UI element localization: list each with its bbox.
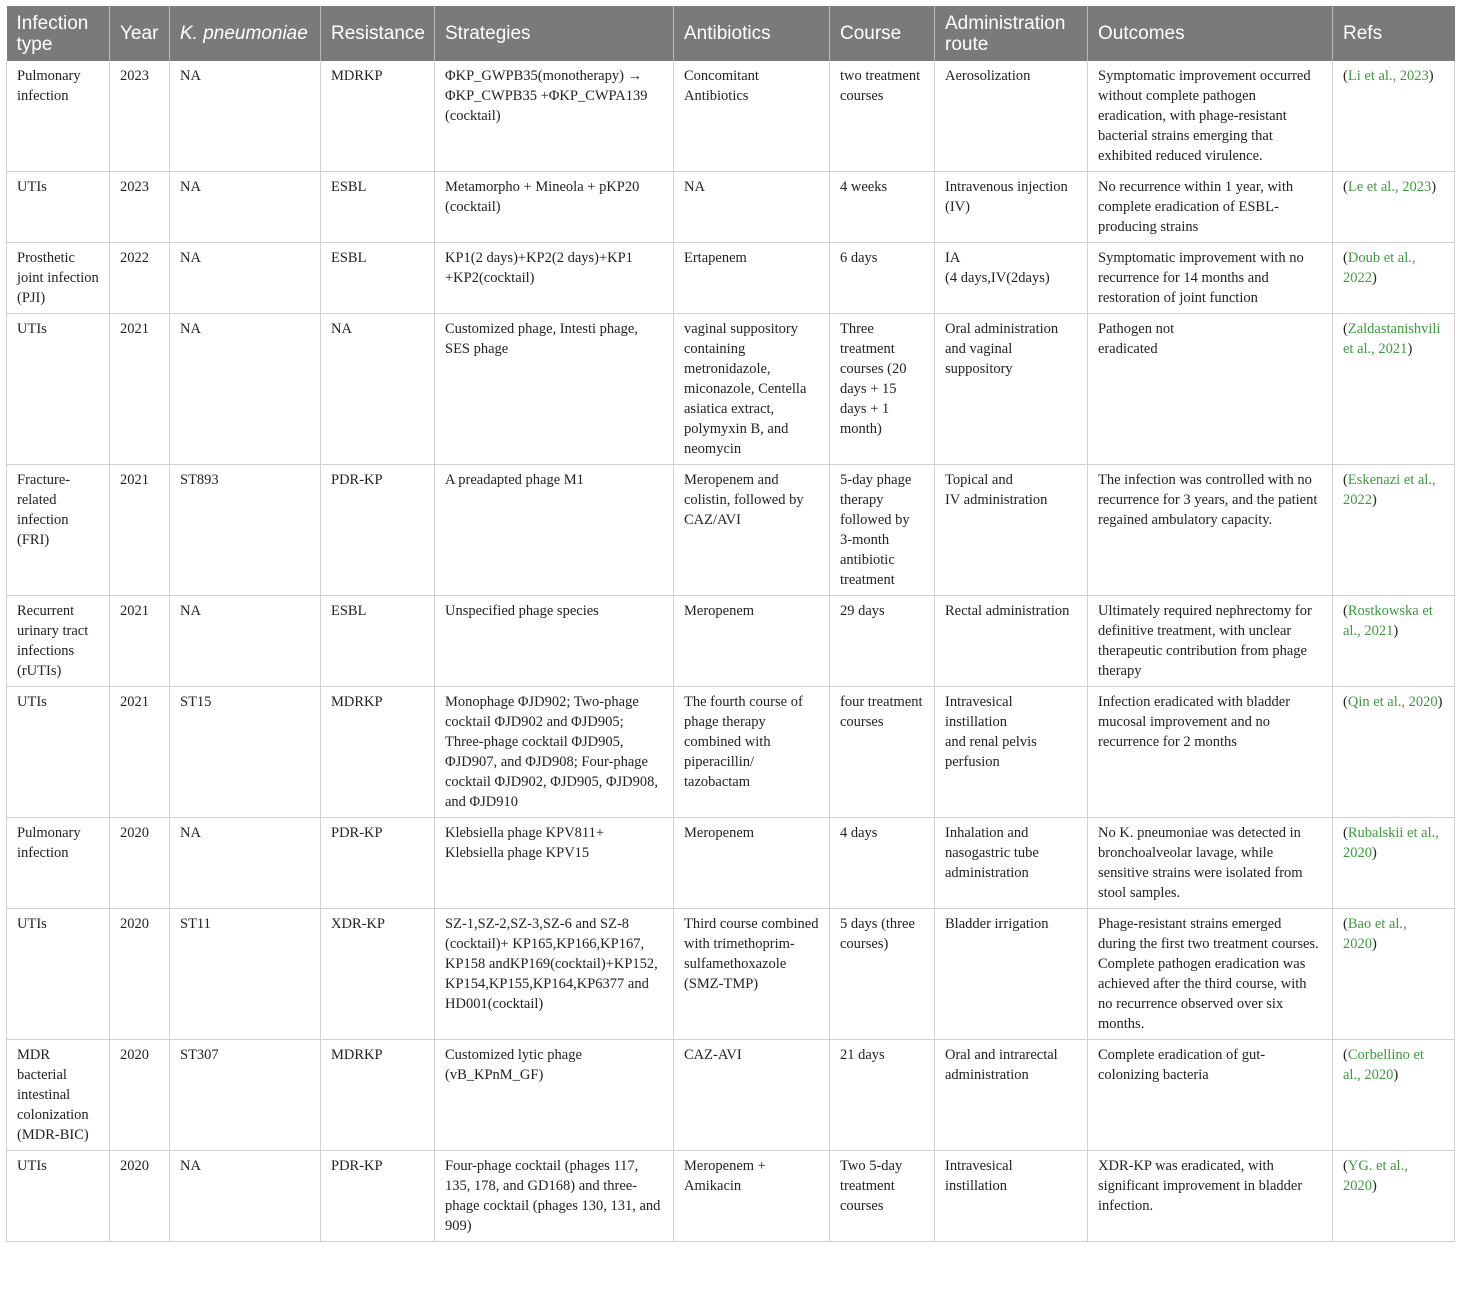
cell-outcomes: Ultimately required nephrectomy for definitive treatment, with unclear therapeutic contribution from phage therapy — [1088, 596, 1333, 687]
cell-course: 29 days — [830, 596, 935, 687]
cell-k-pneumoniae: NA — [170, 243, 321, 314]
cell-infection-type: Pulmonary infection — [7, 818, 110, 909]
cell-ref: (Doub et al., 2022) — [1333, 243, 1455, 314]
cell-year: 2023 — [110, 61, 170, 172]
cell-strategies: Customized phage, Intesti phage, SES phage — [435, 314, 674, 465]
cell-antibiotics: Meropenem — [674, 818, 830, 909]
cell-infection-type: UTIs — [7, 314, 110, 465]
header-antibiotics: Antibiotics — [674, 6, 830, 61]
cell-year: 2020 — [110, 909, 170, 1040]
reference-link[interactable]: YG. et al., 2020 — [1343, 1158, 1408, 1194]
cell-ref: (Rostkowska et al., 2021) — [1333, 596, 1455, 687]
cell-resistance: ESBL — [321, 243, 435, 314]
cell-course: 5 days (three courses) — [830, 909, 935, 1040]
cell-year: 2023 — [110, 172, 170, 243]
cell-course: 4 days — [830, 818, 935, 909]
cell-ref: (Eskenazi et al., 2022) — [1333, 465, 1455, 596]
cell-administration-route: IA (4 days,IV(2days) — [935, 243, 1088, 314]
cell-year: 2020 — [110, 1040, 170, 1151]
phage-therapy-table — [6, 6, 1455, 1242]
cell-antibiotics: Meropenem — [674, 596, 830, 687]
cell-resistance: ESBL — [321, 172, 435, 243]
table-row — [7, 1151, 1455, 1242]
table-row — [7, 465, 1455, 596]
cell-antibiotics: CAZ-AVI — [674, 1040, 830, 1151]
cell-strategies: Metamorpho + Mineola + pKP20 (cocktail) — [435, 172, 674, 243]
cell-strategies: Four-phage cocktail (phages 117, 135, 178, and GD168) and three-phage cocktail (phages 130, 131, and 909) — [435, 1151, 674, 1242]
cell-administration-route: Aerosolization — [935, 61, 1088, 172]
cell-year: 2021 — [110, 465, 170, 596]
table-row — [7, 314, 1455, 465]
cell-resistance: PDR-KP — [321, 818, 435, 909]
cell-k-pneumoniae: NA — [170, 61, 321, 172]
reference-link[interactable]: Le et al., 2023 — [1347, 179, 1432, 195]
cell-infection-type: UTIs — [7, 1151, 110, 1242]
table-row — [7, 172, 1455, 243]
cell-resistance: PDR-KP — [321, 1151, 435, 1242]
reference-link[interactable]: Eskenazi et al., 2022 — [1343, 472, 1436, 508]
phage-therapy-table-container — [6, 6, 1454, 1242]
cell-course: Three treatment courses (20 days + 15 days + 1 month) — [830, 314, 935, 465]
cell-ref: (Bao et al., 2020) — [1333, 909, 1455, 1040]
reference-link[interactable]: Li et al., 2023 — [1347, 68, 1429, 84]
table-header — [7, 6, 1455, 61]
cell-course: two treatment courses — [830, 61, 935, 172]
table-row — [7, 818, 1455, 909]
cell-antibiotics: Meropenem + Amikacin — [674, 1151, 830, 1242]
header-row — [7, 6, 1455, 61]
cell-strategies: Unspecified phage species — [435, 596, 674, 687]
cell-strategies: A preadapted phage M1 — [435, 465, 674, 596]
cell-antibiotics: Concomitant Antibiotics — [674, 61, 830, 172]
cell-outcomes: Complete eradication of gut-colonizing bacteria — [1088, 1040, 1333, 1151]
cell-k-pneumoniae: NA — [170, 596, 321, 687]
cell-infection-type: UTIs — [7, 687, 110, 818]
table-row — [7, 243, 1455, 314]
cell-outcomes: Symptomatic improvement with no recurrence for 14 months and restoration of joint function — [1088, 243, 1333, 314]
header-resistance: Resistance — [321, 6, 435, 61]
cell-year: 2020 — [110, 1151, 170, 1242]
cell-antibiotics: vaginal suppository containing metronidazole, miconazole, Centella asiatica extract, polymyxin B, and neomycin — [674, 314, 830, 465]
cell-administration-route: Bladder irrigation — [935, 909, 1088, 1040]
cell-administration-route: Intravesical instillation and renal pelvis perfusion — [935, 687, 1088, 818]
cell-infection-type: Prosthetic joint infection (PJI) — [7, 243, 110, 314]
cell-antibiotics: Ertapenem — [674, 243, 830, 314]
cell-strategies: KP1(2 days)+KP2(2 days)+KP1 +KP2(cocktail) — [435, 243, 674, 314]
cell-year: 2021 — [110, 687, 170, 818]
cell-k-pneumoniae: NA — [170, 314, 321, 465]
cell-administration-route: Intravesical instillation — [935, 1151, 1088, 1242]
cell-outcomes: XDR-KP was eradicated, with significant improvement in bladder infection. — [1088, 1151, 1333, 1242]
cell-administration-route: Rectal administration — [935, 596, 1088, 687]
cell-strategies: Monophage ΦJD902; Two-phage cocktail ΦJD902 and ΦJD905; Three-phage cocktail ΦJD905, ΦJD907, and ΦJD908; Four-phage cocktail ΦJD902, ΦJD905, ΦJD908, and ΦJD910 — [435, 687, 674, 818]
cell-antibiotics: Third course combined with trimethoprim-sulfamethoxazole (SMZ-TMP) — [674, 909, 830, 1040]
cell-outcomes: No recurrence within 1 year, with complete eradication of ESBL-producing strains — [1088, 172, 1333, 243]
header-strategies: Strategies — [435, 6, 674, 61]
header-infection-type: Infection type — [7, 6, 110, 61]
cell-outcomes: Infection eradicated with bladder mucosal improvement and no recurrence for 2 months — [1088, 687, 1333, 818]
cell-year: 2020 — [110, 818, 170, 909]
cell-outcomes: Symptomatic improvement occurred without complete pathogen eradication, with phage-resistant bacterial strains emerging that exhibited reduced virulence. — [1088, 61, 1333, 172]
cell-administration-route: Oral administration and vaginal suppository — [935, 314, 1088, 465]
header-k-pneumoniae: K. pneumoniae — [170, 6, 321, 61]
reference-link[interactable]: Corbellino et al., 2020 — [1343, 1047, 1424, 1083]
cell-course: four treatment courses — [830, 687, 935, 818]
table-body — [7, 61, 1455, 1242]
cell-course: 21 days — [830, 1040, 935, 1151]
table-row — [7, 61, 1455, 172]
table-row — [7, 1040, 1455, 1151]
reference-link[interactable]: Doub et al., 2022 — [1343, 250, 1416, 286]
cell-antibiotics: Meropenem and colistin, followed by CAZ/AVI — [674, 465, 830, 596]
header-outcomes: Outcomes — [1088, 6, 1333, 61]
cell-strategies: Klebsiella phage KPV811+ Klebsiella phage KPV15 — [435, 818, 674, 909]
cell-strategies: ΦKP_GWPB35(monotherapy) → ΦKP_CWPB35 +ΦKP_CWPA139 (cocktail) — [435, 61, 674, 172]
cell-ref: (Zaldastanishvili et al., 2021) — [1333, 314, 1455, 465]
cell-administration-route: Intravenous injection (IV) — [935, 172, 1088, 243]
cell-k-pneumoniae: ST11 — [170, 909, 321, 1040]
cell-outcomes: Pathogen not eradicated — [1088, 314, 1333, 465]
cell-administration-route: Topical and IV administration — [935, 465, 1088, 596]
cell-antibiotics: NA — [674, 172, 830, 243]
cell-infection-type: UTIs — [7, 172, 110, 243]
cell-outcomes: The infection was controlled with no recurrence for 3 years, and the patient regained ambulatory capacity. — [1088, 465, 1333, 596]
reference-link[interactable]: Qin et al., 2020 — [1347, 694, 1438, 710]
header-refs: Refs — [1333, 6, 1455, 61]
cell-ref: (Le et al., 2023) — [1333, 172, 1455, 243]
cell-outcomes: Phage-resistant strains emerged during the first two treatment courses. Complete pathogen eradication was achieved after the third course, with no recurrence observed over six months. — [1088, 909, 1333, 1040]
cell-course: 5-day phage therapy followed by 3-month antibiotic treatment — [830, 465, 935, 596]
cell-resistance: MDRKP — [321, 61, 435, 172]
cell-course: Two 5-day treatment courses — [830, 1151, 935, 1242]
reference-link[interactable]: Bao et al., 2020 — [1343, 916, 1407, 952]
cell-infection-type: Fracture-related infection (FRI) — [7, 465, 110, 596]
cell-ref: (Qin et al., 2020) — [1333, 687, 1455, 818]
cell-strategies: Customized lytic phage (vB_KPnM_GF) — [435, 1040, 674, 1151]
cell-infection-type: MDR bacterial intestinal colonization (MDR-BIC) — [7, 1040, 110, 1151]
cell-k-pneumoniae: NA — [170, 172, 321, 243]
cell-year: 2022 — [110, 243, 170, 314]
cell-infection-type: UTIs — [7, 909, 110, 1040]
cell-k-pneumoniae: ST893 — [170, 465, 321, 596]
cell-resistance: MDRKP — [321, 1040, 435, 1151]
table-row — [7, 596, 1455, 687]
header-course: Course — [830, 6, 935, 61]
cell-infection-type: Recurrent urinary tract infections (rUTIs) — [7, 596, 110, 687]
cell-infection-type: Pulmonary infection — [7, 61, 110, 172]
cell-resistance: XDR-KP — [321, 909, 435, 1040]
header-year: Year — [110, 6, 170, 61]
cell-resistance: PDR-KP — [321, 465, 435, 596]
cell-ref: (Rubalskii et al., 2020) — [1333, 818, 1455, 909]
cell-strategies: SZ-1,SZ-2,SZ-3,SZ-6 and SZ-8 (cocktail)+ KP165,KP166,KP167, KP158 andKP169(cocktail)+KP152, KP154,KP155,KP164,KP6377 and HD001(cocktail) — [435, 909, 674, 1040]
header-administration-route: Administration route — [935, 6, 1088, 61]
table-row — [7, 909, 1455, 1040]
cell-administration-route: Oral and intrarectal administration — [935, 1040, 1088, 1151]
cell-course: 6 days — [830, 243, 935, 314]
cell-year: 2021 — [110, 314, 170, 465]
cell-ref: (YG. et al., 2020) — [1333, 1151, 1455, 1242]
cell-k-pneumoniae: NA — [170, 818, 321, 909]
table-row — [7, 687, 1455, 818]
cell-year: 2021 — [110, 596, 170, 687]
reference-link[interactable]: Rubalskii et al., 2020 — [1343, 825, 1439, 861]
cell-k-pneumoniae: ST307 — [170, 1040, 321, 1151]
cell-k-pneumoniae: ST15 — [170, 687, 321, 818]
cell-antibiotics: The fourth course of phage therapy combined with piperacillin/ tazobactam — [674, 687, 830, 818]
cell-ref: (Corbellino et al., 2020) — [1333, 1040, 1455, 1151]
cell-resistance: NA — [321, 314, 435, 465]
cell-ref: (Li et al., 2023) — [1333, 61, 1455, 172]
reference-link[interactable]: Rostkowska et al., 2021 — [1343, 603, 1433, 639]
cell-course: 4 weeks — [830, 172, 935, 243]
cell-resistance: ESBL — [321, 596, 435, 687]
cell-resistance: MDRKP — [321, 687, 435, 818]
cell-administration-route: Inhalation and nasogastric tube administration — [935, 818, 1088, 909]
cell-k-pneumoniae: NA — [170, 1151, 321, 1242]
reference-link[interactable]: Zaldastanishvili et al., 2021 — [1343, 321, 1441, 357]
cell-outcomes: No K. pneumoniae was detected in bronchoalveolar lavage, while sensitive strains were isolated from stool samples. — [1088, 818, 1333, 909]
